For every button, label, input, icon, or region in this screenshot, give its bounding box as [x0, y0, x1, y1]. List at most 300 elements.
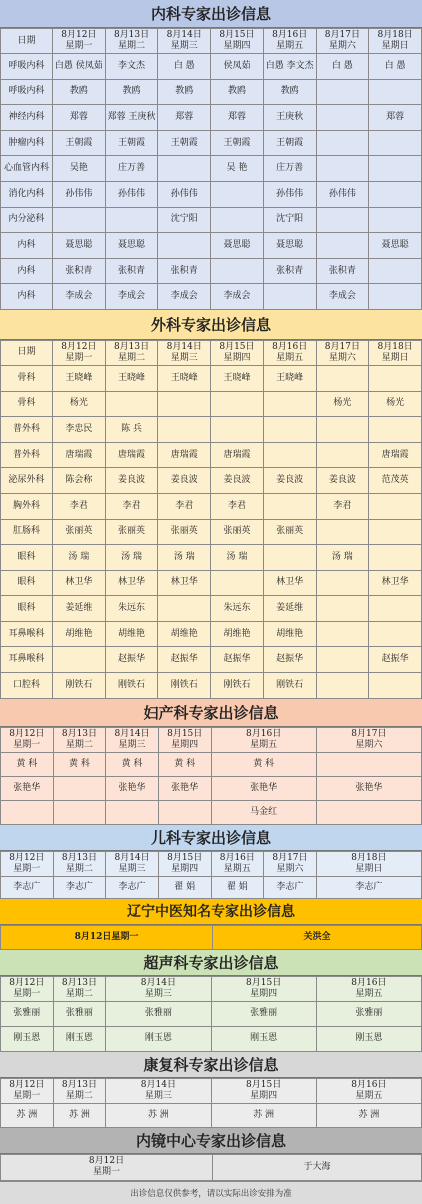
neike-cell: 聂思聪: [263, 233, 316, 259]
waike-cell: [369, 545, 422, 571]
kangfu-header-cell: 8月13日 星期二: [53, 1078, 106, 1103]
waike-cell: [211, 417, 264, 443]
waike-cell: 唐瑞霞: [211, 442, 264, 468]
waike-cell: 汤 瑞: [105, 545, 158, 571]
chaosheng-cell: 刚玉恩: [106, 1026, 211, 1051]
neike-cell: 聂思聪: [105, 233, 158, 259]
neike-cell: 教鸥: [105, 79, 158, 105]
neike-cell: 教鸥: [53, 79, 106, 105]
erke-table: [0, 851, 422, 899]
neike-cell: 孙伟伟: [316, 181, 369, 207]
fuchan-table: [0, 727, 422, 825]
neike-cell: 消化内科: [1, 181, 53, 207]
kangfu-header-row: [1, 1078, 422, 1103]
neike-cell: [211, 207, 264, 233]
waike-cell: 陈会称: [53, 468, 106, 494]
waike-cell: [263, 391, 316, 417]
neike-row: [1, 54, 422, 80]
neike-row: [1, 233, 422, 259]
waike-cell: 姜延维: [53, 596, 106, 622]
kangfu-title: 康复科专家出诊信息: [0, 1052, 422, 1078]
waike-cell: 胡维艳: [158, 621, 211, 647]
waike-cell: 张丽英: [211, 519, 264, 545]
waike-cell: 林卫华: [53, 570, 106, 596]
fuchan-row: [1, 752, 422, 776]
waike-cell: [211, 570, 264, 596]
waike-row: [1, 545, 422, 571]
neike-cell: 教鸥: [263, 79, 316, 105]
waike-cell: 泌尿外科: [1, 468, 53, 494]
neike-header-cell: 8月14日 星期三: [158, 29, 211, 54]
waike-row: [1, 365, 422, 391]
fuchan-header-row: [1, 727, 422, 752]
fuchan-header-cell: 8月14日 星期三: [106, 727, 159, 752]
waike-cell: 张丽英: [53, 519, 106, 545]
neike-cell: 张积青: [105, 258, 158, 284]
waike-cell: 姜良波: [105, 468, 158, 494]
neike-cell: 孙伟伟: [53, 181, 106, 207]
waike-cell: 眼科: [1, 545, 53, 571]
neike-header-cell: 8月16日 星期五: [263, 29, 316, 54]
neike-cell: 白愚 李文杰: [263, 54, 316, 80]
waike-cell: 赵振华: [211, 647, 264, 673]
neike-cell: [316, 156, 369, 182]
waike-cell: 普外科: [1, 417, 53, 443]
kangfu-header-cell: 8月16日 星期五: [316, 1078, 421, 1103]
chaosheng-table: [0, 976, 422, 1052]
neike-header-row: [1, 29, 422, 54]
zhongyi-title: 辽宁中医知名专家出诊信息: [0, 899, 422, 925]
neike-cell: [316, 130, 369, 156]
fuchan-cell: [53, 776, 106, 800]
neijing-date: 8月12日 星期一: [1, 1154, 213, 1180]
chaosheng-header-cell: 8月13日 星期二: [53, 976, 106, 1001]
waike-cell: [316, 673, 369, 699]
erke-cell: 李志广: [53, 876, 106, 898]
waike-cell: 张丽英: [263, 519, 316, 545]
waike-cell: 普外科: [1, 442, 53, 468]
neike-cell: [369, 284, 422, 310]
waike-cell: [316, 519, 369, 545]
fuchan-cell: 黄 科: [106, 752, 159, 776]
footer-note: 出诊信息仅供参考，请以实际出诊安排为准: [0, 1181, 422, 1204]
chaosheng-header-cell: 8月16日 星期五: [316, 976, 421, 1001]
chaosheng-cell: 张雅丽: [106, 1001, 211, 1026]
neike-header-cell: 8月17日 星期六: [316, 29, 369, 54]
fuchan-cell: [53, 800, 106, 824]
kangfu-cell: 苏 洲: [106, 1103, 211, 1127]
waike-cell: 肛肠科: [1, 519, 53, 545]
waike-cell: 林卫华: [263, 570, 316, 596]
neike-cell: 王朝霞: [211, 130, 264, 156]
fuchan-header-cell: 8月15日 星期四: [158, 727, 211, 752]
chaosheng-cell: 刚玉恩: [53, 1026, 106, 1051]
waike-cell: 赵振华: [105, 647, 158, 673]
neike-cell: 吴艳: [53, 156, 106, 182]
waike-cell: 唐瑞霞: [158, 442, 211, 468]
neike-cell: 白 愚: [316, 54, 369, 80]
waike-cell: [369, 673, 422, 699]
neike-cell: 张积青: [316, 258, 369, 284]
neike-row: [1, 181, 422, 207]
neike-row: [1, 130, 422, 156]
waike-header-cell: 8月17日 星期六: [316, 340, 369, 365]
waike-cell: 刚铁石: [105, 673, 158, 699]
neike-row: [1, 79, 422, 105]
neike-cell: [211, 258, 264, 284]
neike-cell: [369, 156, 422, 182]
neike-cell: [369, 258, 422, 284]
neike-cell: 沈宁阳: [263, 207, 316, 233]
waike-cell: 刚铁石: [53, 673, 106, 699]
waike-cell: [53, 647, 106, 673]
neike-cell: 孙伟伟: [105, 181, 158, 207]
zhongyi-table: [0, 925, 422, 950]
waike-cell: 骨科: [1, 391, 53, 417]
waike-cell: 胡维艳: [105, 621, 158, 647]
fuchan-cell: 马金红: [211, 800, 316, 824]
neike-cell: 庄万善: [105, 156, 158, 182]
erke-cell: 翟 娟: [211, 876, 264, 898]
neike-cell: 王朝霞: [158, 130, 211, 156]
waike-cell: [369, 519, 422, 545]
erke-cell: 李志广: [1, 876, 54, 898]
waike-row: [1, 647, 422, 673]
waike-header-cell: 8月14日 星期三: [158, 340, 211, 365]
neike-cell: 李成会: [158, 284, 211, 310]
kangfu-header-cell: 8月12日 星期一: [1, 1078, 54, 1103]
waike-cell: [316, 417, 369, 443]
waike-cell: [211, 391, 264, 417]
waike-cell: 胡维艳: [263, 621, 316, 647]
fuchan-cell: 张艳华: [211, 776, 316, 800]
waike-cell: 杨光: [53, 391, 106, 417]
neike-cell: 孙伟伟: [263, 181, 316, 207]
neike-cell: 聂思聪: [211, 233, 264, 259]
erke-header-cell: 8月12日 星期一: [1, 851, 54, 876]
neike-cell: 教鸥: [158, 79, 211, 105]
erke-cell: 李志广: [264, 876, 317, 898]
erke-header-row: [1, 851, 422, 876]
waike-cell: 胸外科: [1, 493, 53, 519]
chaosheng-header-cell: 8月15日 星期四: [211, 976, 316, 1001]
neike-cell: [158, 233, 211, 259]
waike-cell: [158, 417, 211, 443]
neike-cell: [369, 181, 422, 207]
neike-cell: 呼吸内科: [1, 54, 53, 80]
waike-cell: 赵振华: [158, 647, 211, 673]
erke-cell: 翟 娟: [158, 876, 211, 898]
neike-cell: 郑蓉: [53, 105, 106, 131]
waike-cell: 王晓峰: [211, 365, 264, 391]
waike-cell: 陈 兵: [105, 417, 158, 443]
waike-cell: 王晓峰: [263, 365, 316, 391]
fuchan-cell: [158, 800, 211, 824]
waike-cell: [105, 391, 158, 417]
fuchan-cell: [316, 800, 421, 824]
chaosheng-cell: 刚玉恩: [316, 1026, 421, 1051]
fuchan-cell: 张艳华: [316, 776, 421, 800]
neike-cell: 聂思聪: [369, 233, 422, 259]
waike-cell: 王晓峰: [158, 365, 211, 391]
waike-cell: 林卫华: [158, 570, 211, 596]
neike-cell: 白愚 侯凤茹: [53, 54, 106, 80]
neike-cell: 王朝霞: [263, 130, 316, 156]
chaosheng-header-row: [1, 976, 422, 1001]
waike-cell: 眼科: [1, 570, 53, 596]
waike-row: [1, 442, 422, 468]
neike-cell: [316, 79, 369, 105]
fuchan-header-cell: 8月12日 星期一: [1, 727, 54, 752]
neike-cell: 郑蓉 王庚秋: [105, 105, 158, 131]
fuchan-cell: 黄 科: [211, 752, 316, 776]
waike-cell: 汤 瑞: [158, 545, 211, 571]
waike-cell: 赵振华: [369, 647, 422, 673]
waike-cell: [369, 493, 422, 519]
neike-cell: 李成会: [105, 284, 158, 310]
fuchan-cell: 张艳华: [106, 776, 159, 800]
neike-cell: 内分泌科: [1, 207, 53, 233]
neike-cell: 庄万善: [263, 156, 316, 182]
waike-cell: 汤 瑞: [53, 545, 106, 571]
fuchan-cell: [316, 752, 421, 776]
chaosheng-header-cell: 8月12日 星期一: [1, 976, 54, 1001]
neike-cell: 孙伟伟: [158, 181, 211, 207]
waike-cell: 胡维艳: [211, 621, 264, 647]
waike-cell: 眼科: [1, 596, 53, 622]
waike-cell: 刚铁石: [263, 673, 316, 699]
kangfu-header-cell: 8月15日 星期四: [211, 1078, 316, 1103]
neike-cell: 呼吸内科: [1, 79, 53, 105]
waike-row: [1, 621, 422, 647]
waike-cell: 姜良波: [263, 468, 316, 494]
waike-cell: [316, 365, 369, 391]
waike-cell: 张丽英: [158, 519, 211, 545]
neike-cell: [53, 207, 106, 233]
waike-cell: 胡维艳: [53, 621, 106, 647]
waike-header-cell: 8月16日 星期五: [263, 340, 316, 365]
neike-header-cell: 日期: [1, 29, 53, 54]
neike-cell: 沈宁阳: [158, 207, 211, 233]
fuchan-cell: 张艳华: [1, 776, 54, 800]
neike-cell: [158, 156, 211, 182]
neike-row: [1, 258, 422, 284]
waike-cell: [316, 570, 369, 596]
erke-title: 儿科专家出诊信息: [0, 825, 422, 851]
waike-cell: [263, 442, 316, 468]
neike-cell: 肿瘤内科: [1, 130, 53, 156]
waike-cell: 张丽英: [105, 519, 158, 545]
neike-cell: 聂思聪: [53, 233, 106, 259]
fuchan-cell: 黄 科: [53, 752, 106, 776]
waike-cell: 刚铁石: [158, 673, 211, 699]
neike-header-cell: 8月13日 星期二: [105, 29, 158, 54]
waike-cell: 汤 瑞: [316, 545, 369, 571]
neike-cell: [369, 207, 422, 233]
waike-header-row: [1, 340, 422, 365]
waike-header-cell: 8月13日 星期二: [105, 340, 158, 365]
chaosheng-cell: 张雅丽: [316, 1001, 421, 1026]
neike-cell: 心血管内科: [1, 156, 53, 182]
waike-cell: 唐瑞霞: [105, 442, 158, 468]
waike-cell: [369, 621, 422, 647]
waike-header-cell: 日期: [1, 340, 53, 365]
waike-cell: [369, 365, 422, 391]
neike-cell: [316, 207, 369, 233]
waike-cell: 汤 瑞: [211, 545, 264, 571]
erke-row: [1, 876, 422, 898]
waike-cell: [316, 596, 369, 622]
erke-header-cell: 8月15日 星期四: [158, 851, 211, 876]
waike-row: [1, 570, 422, 596]
waike-cell: 杨光: [316, 391, 369, 417]
waike-cell: 姜延维: [263, 596, 316, 622]
neike-cell: 张积青: [158, 258, 211, 284]
neike-cell: 李成会: [316, 284, 369, 310]
chaosheng-cell: 张雅丽: [1, 1001, 54, 1026]
neijing-doctor: 于大海: [213, 1154, 422, 1180]
neijing-title: 内镜中心专家出诊信息: [0, 1128, 422, 1154]
waike-cell: 范茂英: [369, 468, 422, 494]
waike-cell: 李君: [53, 493, 106, 519]
neike-cell: 张积青: [263, 258, 316, 284]
neike-cell: [316, 233, 369, 259]
neike-cell: [369, 79, 422, 105]
neike-cell: 李成会: [53, 284, 106, 310]
waike-cell: 李君: [105, 493, 158, 519]
neike-cell: [211, 181, 264, 207]
neike-cell: 郑蓉: [369, 105, 422, 131]
chaosheng-cell: 刚玉恩: [211, 1026, 316, 1051]
waike-title: 外科专家出诊信息: [0, 310, 422, 340]
waike-cell: 姜良波: [316, 468, 369, 494]
neike-title: 内科专家出诊信息: [0, 0, 422, 28]
neike-header-cell: 8月15日 星期四: [211, 29, 264, 54]
fuchan-header-cell: 8月16日 星期五: [211, 727, 316, 752]
waike-header-cell: 8月15日 星期四: [211, 340, 264, 365]
waike-cell: 李忠民: [53, 417, 106, 443]
neike-cell: 内科: [1, 258, 53, 284]
neike-cell: [316, 105, 369, 131]
waike-cell: [369, 417, 422, 443]
neike-cell: 王朝霞: [105, 130, 158, 156]
waike-table: [0, 340, 422, 699]
waike-cell: 骨科: [1, 365, 53, 391]
chaosheng-title: 超声科专家出诊信息: [0, 950, 422, 976]
neike-cell: [263, 284, 316, 310]
chaosheng-cell: 张雅丽: [53, 1001, 106, 1026]
waike-cell: 唐瑞霞: [369, 442, 422, 468]
waike-cell: 赵振华: [263, 647, 316, 673]
waike-cell: 唐瑞霞: [53, 442, 106, 468]
neijing-table: [0, 1154, 422, 1181]
waike-row: [1, 468, 422, 494]
waike-cell: 姜良波: [158, 468, 211, 494]
waike-cell: [369, 596, 422, 622]
waike-cell: 李君: [211, 493, 264, 519]
waike-row: [1, 673, 422, 699]
waike-cell: 刚铁石: [211, 673, 264, 699]
waike-cell: [316, 621, 369, 647]
neike-cell: 李成会: [211, 284, 264, 310]
chaosheng-row: [1, 1026, 422, 1051]
waike-cell: [316, 442, 369, 468]
waike-row: [1, 596, 422, 622]
neike-cell: 郑蓉: [211, 105, 264, 131]
chaosheng-cell: 张雅丽: [211, 1001, 316, 1026]
neike-cell: 吴 艳: [211, 156, 264, 182]
fuchan-header-cell: 8月13日 星期二: [53, 727, 106, 752]
erke-header-cell: 8月13日 星期二: [53, 851, 106, 876]
waike-cell: [263, 493, 316, 519]
neike-cell: 郑蓉: [158, 105, 211, 131]
neike-cell: 内科: [1, 284, 53, 310]
waike-cell: 林卫华: [369, 570, 422, 596]
kangfu-table: [0, 1078, 422, 1128]
neike-row: [1, 105, 422, 131]
waike-cell: 李君: [316, 493, 369, 519]
chaosheng-cell: 刚玉恩: [1, 1026, 54, 1051]
neike-header-cell: 8月18日 星期日: [369, 29, 422, 54]
fuchan-cell: 黄 科: [158, 752, 211, 776]
kangfu-row: [1, 1103, 422, 1127]
erke-cell: 李志广: [316, 876, 421, 898]
neike-cell: [105, 207, 158, 233]
neike-cell: 王庚秋: [263, 105, 316, 131]
neike-cell: 神经内科: [1, 105, 53, 131]
neike-cell: 张积青: [53, 258, 106, 284]
waike-row: [1, 519, 422, 545]
waike-cell: 王晓峰: [53, 365, 106, 391]
neike-cell: 侯凤茹: [211, 54, 264, 80]
neike-cell: 教鸥: [211, 79, 264, 105]
waike-cell: 口腔科: [1, 673, 53, 699]
kangfu-header-cell: 8月14日 星期三: [106, 1078, 211, 1103]
waike-cell: 杨光: [369, 391, 422, 417]
waike-cell: [316, 647, 369, 673]
waike-header-cell: 8月18日 星期日: [369, 340, 422, 365]
erke-header-cell: 8月16日 星期五: [211, 851, 264, 876]
waike-header-cell: 8月12日 星期一: [53, 340, 106, 365]
waike-cell: 姜良波: [211, 468, 264, 494]
erke-header-cell: 8月18日 星期日: [316, 851, 421, 876]
fuchan-cell: 黄 科: [1, 752, 54, 776]
waike-row: [1, 417, 422, 443]
neike-row: [1, 284, 422, 310]
neike-cell: [369, 130, 422, 156]
waike-cell: 耳鼻喉科: [1, 647, 53, 673]
zhongyi-doctor: 关洪全: [213, 925, 422, 949]
waike-cell: [263, 417, 316, 443]
kangfu-cell: 苏 洲: [316, 1103, 421, 1127]
erke-cell: 李志广: [106, 876, 159, 898]
neike-cell: 白 愚: [158, 54, 211, 80]
waike-cell: 朱远东: [211, 596, 264, 622]
fuchan-cell: [106, 800, 159, 824]
chaosheng-header-cell: 8月14日 星期三: [106, 976, 211, 1001]
fuchan-cell: 张艳华: [158, 776, 211, 800]
erke-header-cell: 8月17日 星期六: [264, 851, 317, 876]
neike-row: [1, 156, 422, 182]
kangfu-cell: 苏 洲: [211, 1103, 316, 1127]
neike-cell: 李文杰: [105, 54, 158, 80]
fuchan-cell: [1, 800, 54, 824]
fuchan-title: 妇产科专家出诊信息: [0, 699, 422, 727]
waike-cell: [158, 596, 211, 622]
erke-header-cell: 8月14日 星期三: [106, 851, 159, 876]
waike-row: [1, 493, 422, 519]
waike-row: [1, 391, 422, 417]
